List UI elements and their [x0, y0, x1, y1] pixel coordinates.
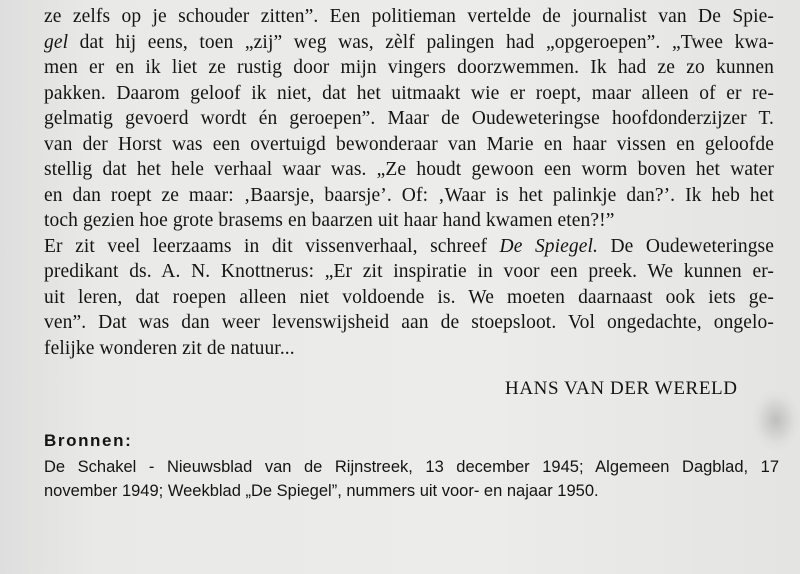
article-line	[44, 234, 774, 260]
italic-de-spiegel: De Spiegel.	[499, 235, 599, 257]
article-line: men er en ik liet ze rustig door mijn vingers doorzwemmen. Ik had ze zo kunnen	[44, 57, 774, 78]
article-line: van der Horst was een overtuigd bewonderaar van Marie en haar vissen en geloofde	[44, 133, 774, 155]
article-line	[44, 30, 774, 56]
article-line: uit leren, dat roepen alleen niet voldoende is. We moeten daarnaast ook iets ge-	[44, 286, 774, 308]
article-line: en dan roept ze maar: ‚Baarsje, baarsje’. Of: ‚Waar is het palinkje dan?’. Ik heb het	[44, 184, 774, 206]
article-line: gelmatig gevoerd wordt én geroepen”. Maar de Oudeweteringse hoofdonderzijzer T.	[44, 108, 774, 129]
sources-line: november 1949; Weekblad „De Spiegel”, nummers uit voor- en najaar 1950.	[44, 482, 599, 500]
sources-line: De Schakel - Nieuwsblad van de Rijnstreek, 13 december 1945; Algemeen Dagblad, 17	[44, 458, 779, 476]
article-line: felijke wonderen zit de natuur...	[44, 337, 295, 359]
article-line: toch gezien hoe grote brasems en baarzen uit haar hand kwamen eten?!”	[44, 210, 615, 231]
article-line: pakken. Daarom geloof ik niet, dat het uitmaakt wie er roept, maar alleen of er re-	[44, 82, 774, 104]
article-body	[44, 4, 774, 361]
author-signature: HANS VAN DER WERELD	[505, 378, 738, 399]
italic-spiegel-fragment: gel	[44, 31, 69, 53]
article-line-text: De Oudeweteringse	[598, 235, 774, 257]
article-line-text: Er zit veel leerzaams in dit vissenverhaal, schreef	[44, 235, 500, 257]
article-line: predikant ds. A. N. Knottnerus: „Er zit inspiratie in voor een preek. We kunnen er-	[44, 261, 774, 282]
sources-text	[44, 455, 779, 503]
page-smudge	[752, 390, 800, 450]
sources-heading: Bronnen:	[44, 431, 133, 450]
article-line: ven”. Dat was dan weer levenswijsheid aan de stoepsloot. Vol ongedachte, ongelo-	[44, 312, 774, 333]
article-line: stellig dat het hele verhaal waar was. „Ze houdt gewoon een worm boven het water	[44, 159, 774, 180]
article-line-text: dat hij eens, toen „zij” weg was, zèlf palingen had „opgeroepen”. „Twee kwa-	[68, 31, 774, 53]
article-line: ze zelfs op je schouder zitten”. Een politieman vertelde de journalist van De Spie-	[44, 6, 774, 27]
